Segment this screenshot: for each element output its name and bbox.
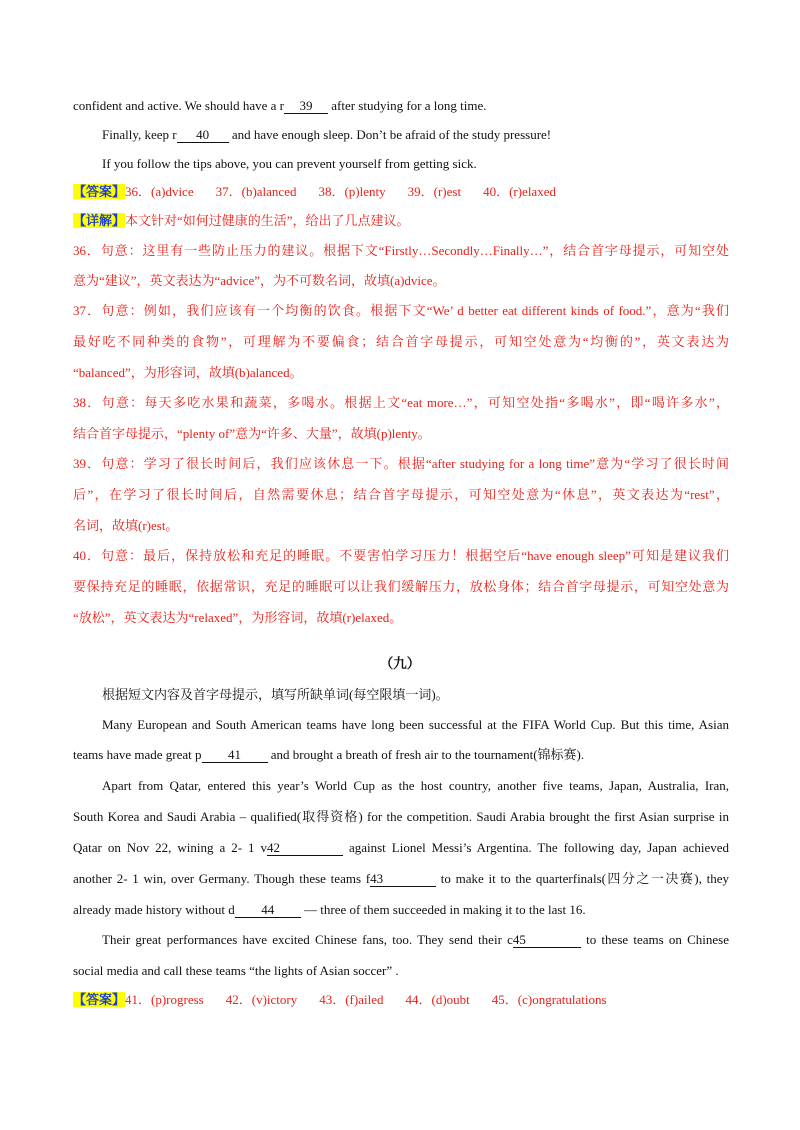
detail-line: 名词，故填(r)est。 [73, 518, 179, 533]
instruction: 根据短文内容及首字母提示，填写所缺单词(每空限填一词)。 [102, 687, 449, 702]
detail-line: 最好吃不同种类的食物”，可理解为不要偏食；结合首字母提示，可知空处意为“均衡的”，英文表达为 [73, 334, 729, 349]
detail-line: “放松”，英文表达为“relaxed”，为形容词，故填(r)elaxed。 [73, 610, 403, 625]
detail-line: 结合首字母提示，“plenty of”意为“许多、大量”，故填(p)lenty。 [73, 426, 431, 441]
answer-tag: 【答案】 [73, 992, 126, 1007]
passage-line: Their great performances have excited Chinese fans, too. They send their c45 to these teams on Chinese [102, 932, 730, 947]
answer-item: 36．(a)dvice [125, 184, 194, 199]
answer-item: 43．(f)ailed [319, 992, 384, 1007]
answer-item: 42．(v)ictory [225, 992, 298, 1007]
passage-line: another 2- 1 win, over Germany. Though these teams f43 to make it to the quarterfinals(四分之一决赛), they [73, 871, 729, 886]
passage-line: confident and active. We should have a r 39 after studying for a long time. [73, 98, 487, 113]
detail-line: 意为“建议”，英文表达为“advice”，为不可数名词，故填(a)dvice。 [73, 273, 446, 288]
answer-tag: 【答案】 [73, 184, 126, 199]
answer-blank: 42 [267, 841, 343, 856]
passage-line: Many European and South American teams have long been successful at the FIFA World Cup. But this time, Asian [102, 717, 729, 732]
answer-blank: 41 [202, 748, 268, 763]
answer-line [73, 991, 729, 1009]
answer-item: 38．(p)lenty [318, 184, 386, 199]
detail-tag: 【详解】 [73, 213, 126, 228]
answer-item: 37．(b)alanced [215, 184, 297, 199]
detail-line: 要保持充足的睡眠，依据常识，充足的睡眠可以让我们缓解压力，放松身体；结合首字母提示，可知空处意为 [73, 579, 729, 594]
section-title: （九） [379, 656, 421, 671]
answer-item: 39．(r)est [407, 184, 462, 199]
answer-item: 44．(d)oubt [405, 992, 470, 1007]
detail-line: 36．句意：这里有一些防止压力的建议。根据下文“Firstly…Secondly…Finally…”，结合首字母提示，可知空处 [73, 243, 729, 258]
answer-item: 40．(r)elaxed [483, 184, 556, 199]
detail-line: 40．句意：最后，保持放松和充足的睡眠。不要害怕学习压力！根据空后“have enough sleep”可知是建议我们 [73, 548, 729, 563]
answer-item: 45．(c)ongratulations [491, 992, 607, 1007]
passage-line: South Korea and Saudi Arabia – qualified(取得资格) for the competition. Saudi Arabia brought the first Asian surprise in [73, 809, 729, 824]
answer-blank: 44 [235, 903, 301, 918]
detail-intro: 【详解】本文针对“如何过健康的生活”，给出了几点建议。 [73, 213, 410, 228]
answer-item: 41．(p)rogress [125, 992, 204, 1007]
detail-line: “balanced”，为形容词，故填(b)alanced。 [73, 365, 303, 380]
passage-line: If you follow the tips above, you can prevent yourself from getting sick. [102, 156, 477, 171]
detail-line: 38．句意：每天多吃水果和蔬菜，多喝水。根据上文“eat more…”，可知空处指“多喝水”，即“喝许多水”， [73, 395, 729, 410]
passage-line: already made history without d 44 — three of them succeeded in making it to the last 16. [73, 902, 586, 917]
passage-line: teams have made great p 41 and brought a breath of fresh air to the tournament(锦标赛). [73, 747, 585, 762]
detail-line: 37．句意：例如，我们应该有一个均衡的饮食。根据下文“We’ d better eat different kinds of food.”，意为“我们 [73, 303, 729, 318]
passage-line: social media and call these teams “the lights of Asian soccer” . [73, 963, 399, 978]
passage-line: Apart from Qatar, entered this year’s World Cup as the host country, another five teams, Japan, Australia, Iran, [102, 778, 729, 793]
answer-blank: 43 [370, 872, 436, 887]
answer-line [73, 183, 729, 201]
passage-line: Finally, keep r 40 and have enough sleep. Don’t be afraid of the study pressure! [102, 127, 552, 142]
passage-line: Qatar on Nov 22, wining a 2- 1 v42 against Lionel Messi’s Argentina. The following day, Japan achieved [73, 840, 730, 855]
answer-blank: 40 [177, 128, 229, 143]
answer-blank: 45 [513, 933, 581, 948]
detail-line: 后”，在学习了很长时间后，自然需要休息；结合首字母提示，可知空处意为“休息”，英文表达为“rest”， [73, 487, 729, 502]
answer-blank: 39 [284, 99, 328, 114]
detail-line: 39．句意：学习了很长时间后，我们应该休息一下。根据“after studying for a long time”意为“学习了很长时间 [73, 456, 729, 471]
